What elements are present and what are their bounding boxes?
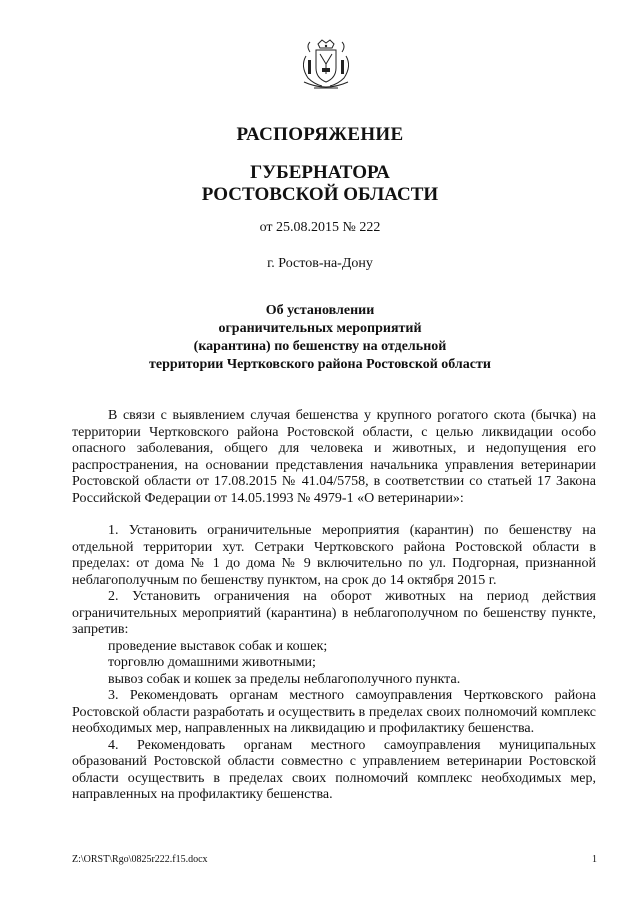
- document-date-number: от 25.08.2015 № 222: [259, 220, 381, 235]
- document-type-title: РАСПОРЯЖЕНИЕ: [236, 124, 404, 145]
- subject-line-2: ограничительных мероприятий: [218, 321, 422, 336]
- issuer-line-2: РОСТОВСКОЙ ОБЛАСТИ: [201, 184, 439, 205]
- clause-2: 2. Установить ограничения на оборот животных на период действия ограничительных мероприятий (карантина) в неблагополучном по бешенству пункте, запретив:: [72, 589, 596, 637]
- clause-2-item-2: торговлю домашними животными;: [108, 655, 316, 670]
- page-number: 1: [592, 854, 597, 865]
- subject-line-4: территории Чертковского района Ростовской области: [149, 357, 491, 372]
- subject-line-1: Об установлении: [265, 303, 375, 318]
- footer-file-path: Z:\ORST\Rgo\0825r222.f15.docx: [72, 854, 208, 865]
- clause-4: 4. Рекомендовать органам местного самоуправления муниципальных образований Ростовской области совместно с управлением ветеринарии Ростовской области осуществить в пределах своих полномочий комплекс необходимых мер, направленных на профилактику бешенства.: [72, 737, 596, 802]
- preamble-paragraph: В связи с выявлением случая бешенства у крупного рогатого скота (бычка) на территории Чертковского района Ростовской области, с целью ликвидации особо опасного заболевания, общего для человека и животных, и недопущения его распространения, на основании представления начальника управления ветеринарии Ростовской области от 17.08.2015 № 41.04/5758, в соответствии со статьей 17 Закона Российской Федерации от 14.05.1993 № 4979-1 «О ветеринарии»:: [72, 408, 596, 506]
- subject-line-3: (карантина) по бешенству на отдельной: [193, 339, 447, 354]
- document-place: г. Ростов-на-Дону: [267, 256, 373, 271]
- coat-of-arms-icon: [296, 38, 356, 94]
- clause-3: 3. Рекомендовать органам местного самоуправления Чертковского района Ростовской области разработать и осуществить в пределах своих полномочий комплекс необходимых мер, направленных на ликвидацию и профилактику бешенства.: [72, 688, 596, 736]
- clause-1: 1. Установить ограничительные мероприятия (карантин) по бешенству на отдельной территории хут. Сетраки Чертковского района Ростовской области в пределах: от дома № 1 до дома № 9 включительно по ул. Подгорная, признанной неблагополучным по бешенству пунктом, на срок до 14 октября 2015 г.: [72, 523, 596, 588]
- clause-2-item-3: вывоз собак и кошек за пределы неблагополучного пункта.: [108, 671, 461, 687]
- issuer-title: [0, 162, 640, 206]
- document-body: [72, 408, 596, 804]
- clause-2-item-1: проведение выставок собак и кошек;: [108, 638, 328, 654]
- issuer-line-1: ГУБЕРНАТОРА: [250, 162, 390, 183]
- document-subject: [0, 302, 640, 374]
